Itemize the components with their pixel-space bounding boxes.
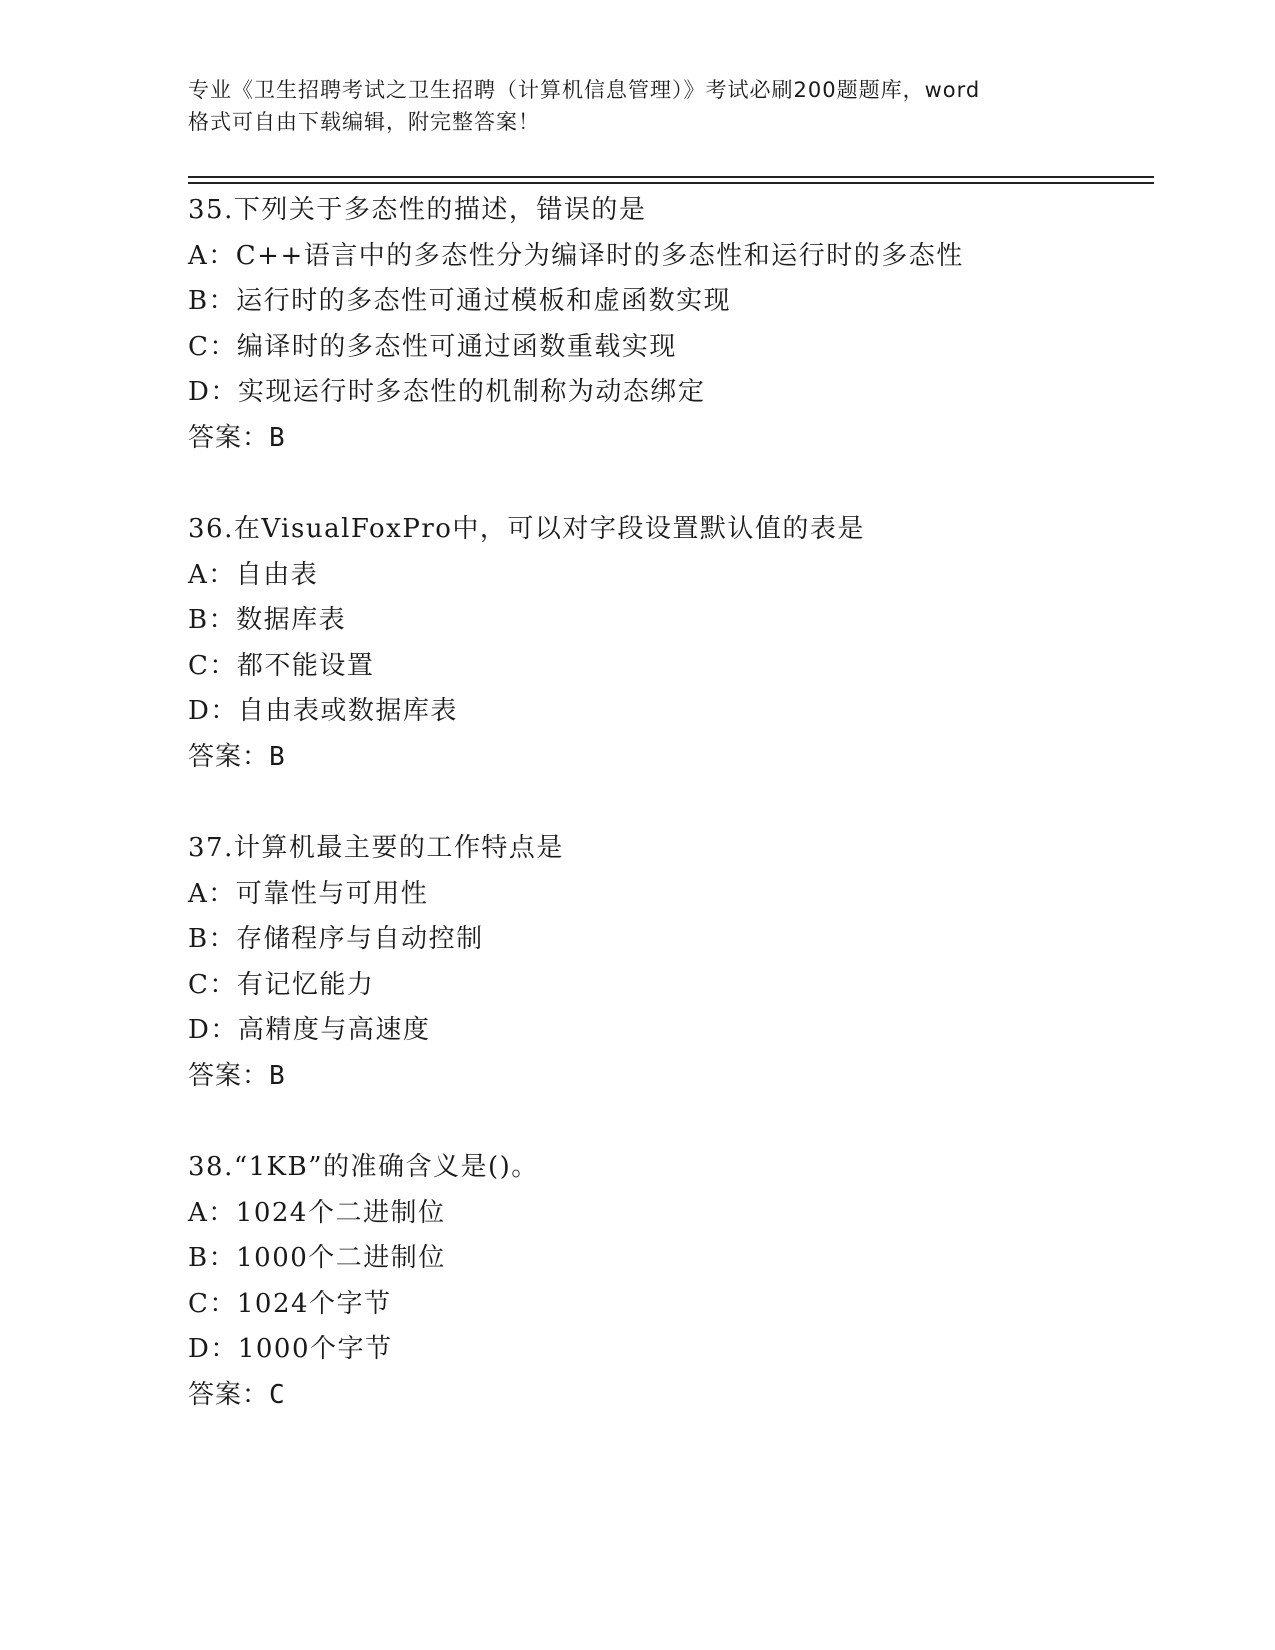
option-c: C：都不能设置 [188, 650, 375, 681]
answer-label: 答案： [188, 1060, 270, 1091]
question-stem: 35.下列关于多态性的描述，错误的是 [188, 195, 647, 225]
question-stem: 37.计算机最主要的工作特点是 [188, 833, 564, 863]
option-d: D：高精度与高速度 [188, 1015, 431, 1045]
answer [188, 1054, 1148, 1100]
question-stem: 38.“1KB”的准确含义是()。 [188, 1152, 539, 1182]
option-a: A：可靠性与可用性 [188, 878, 429, 909]
question-38 [188, 1145, 1148, 1418]
answer [188, 735, 1148, 781]
option-d: D：实现运行时多态性的机制称为动态绑定 [188, 377, 706, 407]
question-list [188, 188, 1148, 1464]
option-b: B：存储程序与自动控制 [188, 924, 484, 954]
option-b: B：运行时的多态性可通过模板和虚函数实现 [188, 286, 732, 316]
question-stem: 36.在VisualFoxPro中，可以对字段设置默认值的表是 [188, 514, 865, 544]
answer [188, 1373, 1148, 1419]
document-header [188, 74, 1088, 138]
answer-label: 答案： [188, 1379, 270, 1410]
header-divider-top [188, 176, 1154, 178]
answer-value: C [269, 1379, 285, 1410]
answer-value: B [269, 422, 285, 453]
option-c: C：1024个字节 [188, 1288, 392, 1319]
question-36 [188, 507, 1148, 780]
option-b: B：1000个二进制位 [188, 1243, 446, 1273]
answer-label: 答案： [188, 741, 270, 772]
option-a: A：1024个二进制位 [188, 1197, 446, 1228]
answer-value: B [269, 1060, 285, 1091]
option-d: D：自由表或数据库表 [188, 696, 458, 726]
option-a: A：自由表 [188, 559, 319, 590]
question-37 [188, 826, 1148, 1099]
option-a: A：C++语言中的多态性分为编译时的多态性和运行时的多态性 [188, 240, 964, 271]
answer-label: 答案： [188, 422, 270, 453]
option-c: C：有记忆能力 [188, 969, 375, 1000]
question-35 [188, 188, 1148, 461]
header-title-line-1: 专业《卫生招聘考试之卫生招聘（计算机信息管理）》考试必刷200题题库，word [188, 78, 981, 102]
option-d: D：1000个字节 [188, 1334, 393, 1364]
answer [188, 416, 1148, 462]
header-divider-bottom [188, 182, 1154, 184]
option-c: C：编译时的多态性可通过函数重载实现 [188, 331, 677, 362]
header-title-line-2: 格式可自由下载编辑，附完整答案！ [188, 110, 540, 134]
option-b: B：数据库表 [188, 605, 347, 635]
answer-value: B [269, 741, 285, 772]
